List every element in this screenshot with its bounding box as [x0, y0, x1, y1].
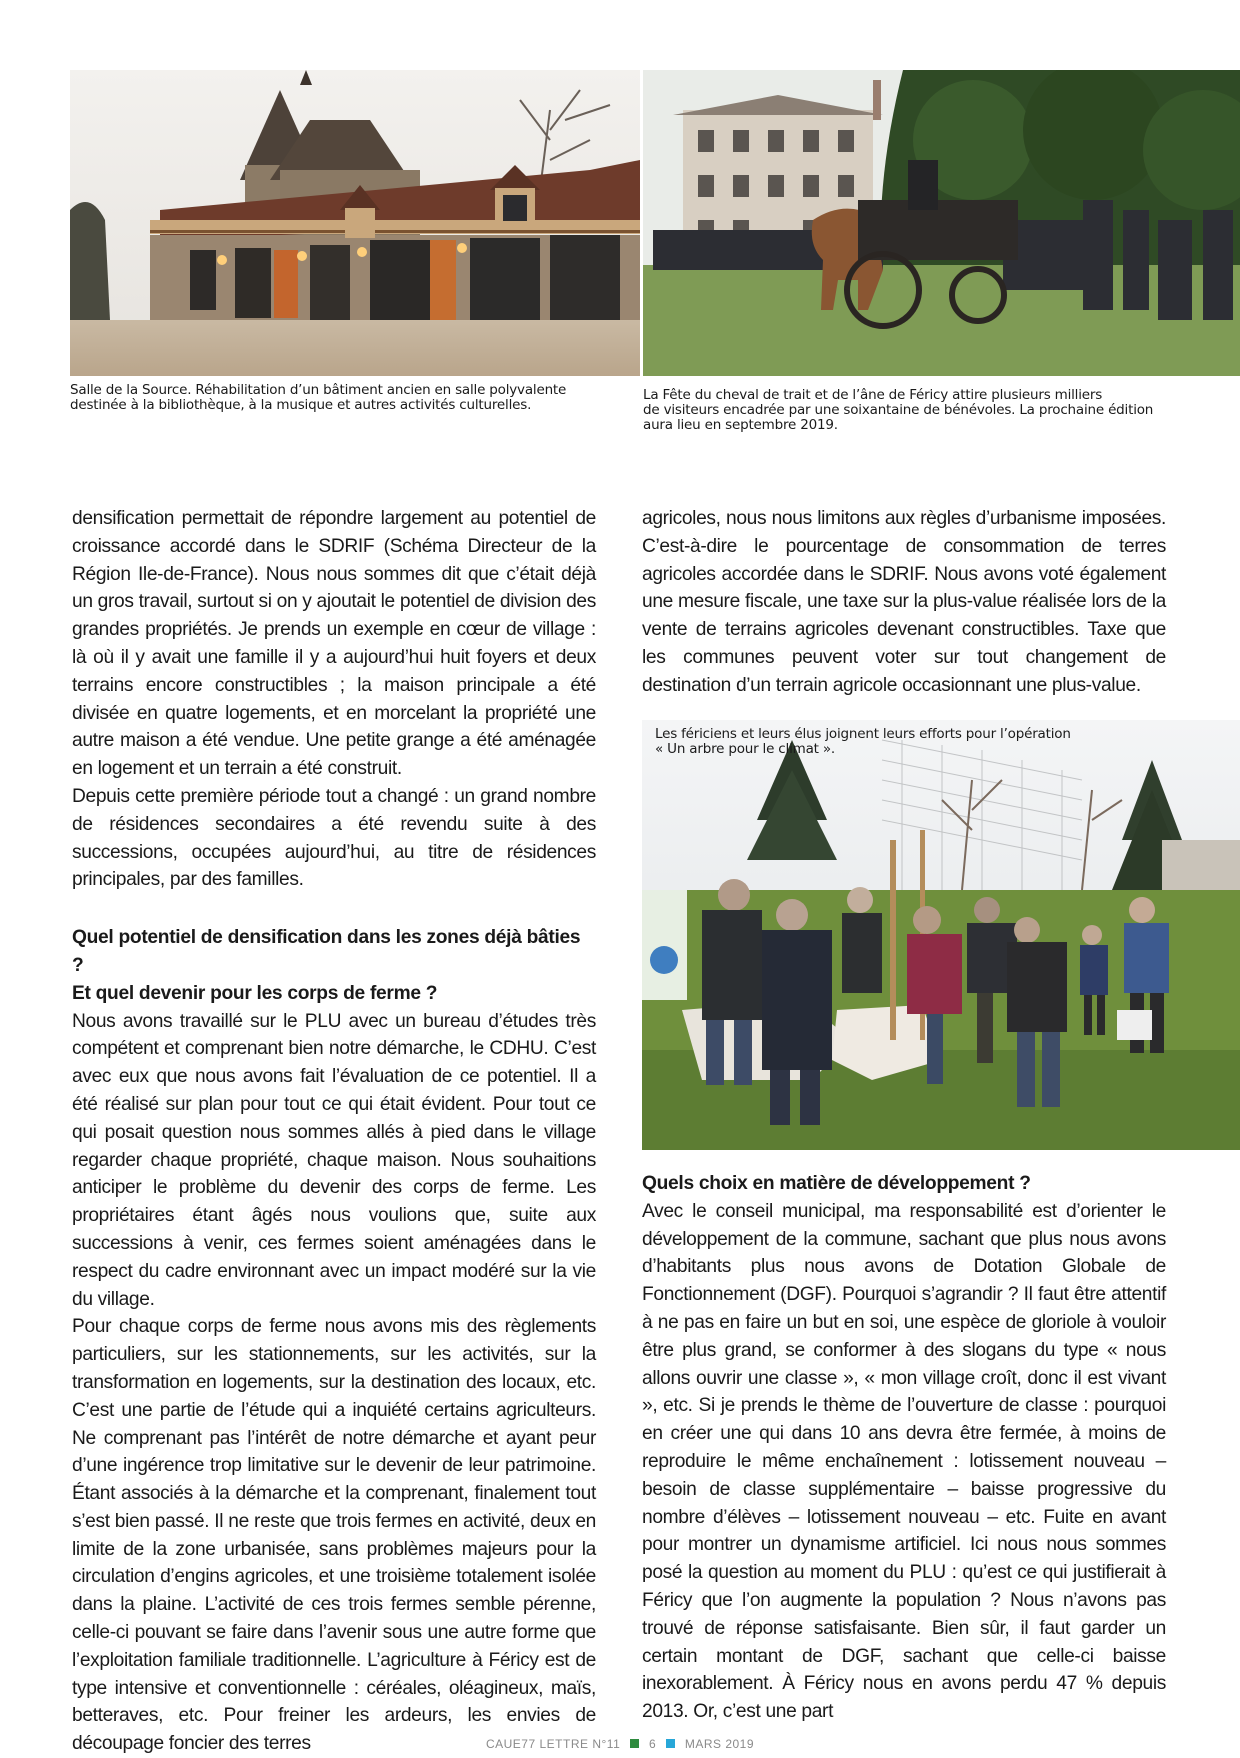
left-column: [72, 505, 596, 1758]
photo-fete-du-cheval: [643, 70, 1240, 376]
green-square-icon: [630, 1739, 639, 1748]
caption-arbre-pour-le-climat: [655, 727, 1071, 757]
right-column-bottom: [642, 1170, 1166, 1726]
page-footer: [0, 1737, 1240, 1751]
paragraph: Avec le conseil municipal, ma responsabilité est d’orienter le développement de la commune, sachant que plus nous avons d’habitants plus nous avons de Dotation Globale de Fonctionnement (DGF). Pourquoi s’agrandir ? Il faut être attentif à ne pas en faire un but en soi, une espèce de gloriole à vouloir être plus grand, se conformer à des slogans du type « nous allons ouvrir une classe », « mon village croît, donc il est vivant », etc. Si je prends le thème de l’ouverture de classe : pourquoi en créer une qui dans 10 ans devra être fermée, à moins de reproduire le même enchaînement : lotissement nouveau – besoin de classe supplémentaire – baisse progressive du nombre d’élèves – lotissement nouveau – etc. Fuite en avant pour montrer un dynamisme artificiel. Ici nous nous sommes posé la question au moment du PLU : qu’est ce qui justifierait à Féricy que l’on augmente la population ? Nous n’avons pas trouvé de réponse satisfaisante. Bien sûr, il faut garder un certain montant de DGF, sachant que celle-ci baisse inexorablement. À Féricy nous en avons perdu 47 % depuis 2013. Or, c’est une part: [642, 1200, 1166, 1723]
section-heading: Quels choix en matière de développement ?: [642, 1173, 1031, 1194]
footer-publication: CAUE77 LETTRE N°11: [485, 1737, 621, 1751]
page-number: 6: [648, 1737, 657, 1751]
caption-line: La Fête du cheval de trait et de l’âne de Féricy attire plusieurs milliers: [643, 387, 1103, 403]
paragraph: agricoles, nous nous limitons aux règles d’urbanisme imposées. C’est-à-dire le pourcentage de consommation de terres agricoles accordée dans le SDRIF. Nous avons voté également une mesure fiscale, une taxe sur la plus-value réalisée lors de la vente de terrains agricoles devenant constructibles. Taxe que les communes peuvent voter sur tout changement de destination d’un terrain agricole occasionnant une plus-value.: [642, 508, 1166, 696]
section-heading: [72, 924, 596, 1007]
photo-salle-de-la-source: [70, 70, 640, 376]
heading-line: Et quel devenir pour les corps de ferme ?: [72, 982, 438, 1004]
caption-line: destinée à la bibliothèque, à la musique et autres activités culturelles.: [70, 397, 532, 413]
blue-square-icon: [666, 1739, 675, 1748]
paragraph: Depuis cette première période tout a changé : un grand nombre de résidences secondaires a été revendu suite à des successions, occupées aujourd’hui, au titre de résidences principales, par des familles.: [72, 785, 596, 891]
heading-line: Quel potentiel de densification dans les zones déjà bâties ?: [72, 927, 581, 976]
paragraph: densification permettait de répondre largement au potentiel de croissance accordé dans le SDRIF (Schéma Directeur de la Région Ile-de-France). Nous nous sommes dit que c’était déjà un gros travail, surtout si on y ajoutait le potentiel de division des grandes propriétés. Je prends un exemple en cœur de village : là où il y avait une famille il y a aujourd’hui huit foyers et deux terrains encore constructibles ; la maison principale a été divisée en quatre logements, et en morcelant la propriété une autre maison a été vendue. Une petite grange a été aménagée en logement et un terrain a été construit.: [72, 508, 596, 780]
caption-line: Les fériciens et leurs élus joignent leurs efforts pour l’opération: [655, 726, 1071, 742]
caption-fete-du-cheval: [643, 388, 1153, 433]
paragraph: Nous avons travaillé sur le PLU avec un bureau d’études très compétent et comprenant bien notre démarche, le CDHU. C’est avec eux que nous avons fait l’évaluation de ce potentiel. Il a été réalisé sur plan pour tout ce qui était évident. Pour tout ce qui posait question nous sommes allés à pied dans le village regarder chaque propriété, chaque maison. Nous souhaitions anticiper le problème du devenir des corps de ferme. Les propriétaires étant âgés nous voulions que, suite aux successions à venir, ces fermes soient aménagées dans le respect du cadre environnant avec un impact modéré sur la vie du village.: [72, 1010, 596, 1310]
caption-line: aura lieu en septembre 2019.: [643, 417, 838, 433]
caption-line: Salle de la Source. Réhabilitation d’un bâtiment ancien en salle polyvalente: [70, 382, 567, 398]
caption-line: « Un arbre pour le climat ».: [655, 741, 835, 757]
photo-arbre-pour-le-climat: [642, 720, 1240, 1150]
caption-salle-de-la-source: [70, 383, 566, 413]
footer-date: MARS 2019: [684, 1737, 755, 1751]
caption-line: de visiteurs encadrée par une soixantaine de bénévoles. La prochaine édition: [643, 402, 1154, 418]
right-column-top: [642, 505, 1166, 700]
paragraph: Pour chaque corps de ferme nous avons mis des règlements particuliers, sur les stationnements, sur les activités, sur la transformation en logements, sur la destination des locaux, etc. C’est une partie de l’étude qui a inquiété certains agriculteurs. Ne comprenant pas l’intérêt de notre démarche et ayant peur d’une ingérence trop limitative sur le devenir de leur patrimoine. Étant associés à la démarche et la comprenant, finalement tout s’est bien passé. Il ne reste que trois fermes en activité, deux en limite de la zone urbanisée, sans problèmes majeurs pour la circulation d’engins agricoles, et une troisième totalement isolée dans la plaine. L’activité de ces trois fermes semble pérenne, celle-ci pouvant se faire dans l’avenir sous une autre forme que l’exploitation familiale traditionnelle. L’agriculture à Féricy est de type intensive et conventionnelle : céréales, oléagineux, maïs, betteraves, etc. Pour freiner les ardeurs, les envies de découpage foncier des terres: [72, 1316, 596, 1755]
